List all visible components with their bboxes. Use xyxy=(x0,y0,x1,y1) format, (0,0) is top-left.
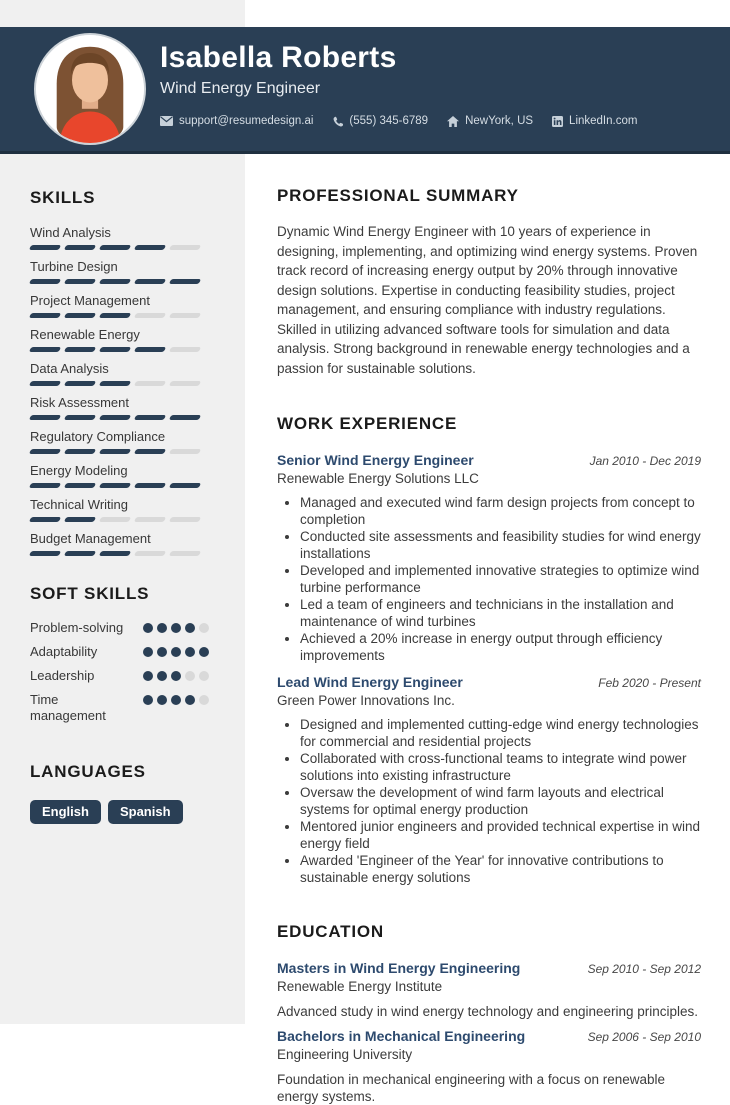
soft-skills-list xyxy=(30,620,209,724)
language-pill: Spanish xyxy=(108,800,183,824)
soft-skill-dots xyxy=(143,620,209,633)
skill-bar-segment xyxy=(134,245,167,250)
job-bullet: • Awarded 'Engineer of the Year' for innovative contributions to sustainable energy solutions xyxy=(300,852,701,886)
soft-skill-dot xyxy=(157,671,167,681)
skill-bar-segment xyxy=(134,381,167,386)
soft-skill-label: Problem-solving xyxy=(30,620,124,635)
skill-row xyxy=(30,497,209,522)
job-header xyxy=(277,674,701,691)
skill-bar xyxy=(30,279,209,284)
skill-label: Turbine Design xyxy=(30,259,118,274)
skill-bar xyxy=(30,313,209,318)
skill-bar-segment xyxy=(64,279,97,284)
skill-bar-segment xyxy=(64,415,97,420)
person-name: Isabella Roberts xyxy=(160,41,397,74)
soft-skill-dot xyxy=(157,647,167,657)
soft-skill-dot xyxy=(143,647,153,657)
skill-row xyxy=(30,293,209,318)
education-header xyxy=(277,960,701,977)
job-bullet: • Developed and implemented innovative strategies to optimize wind turbine performance xyxy=(300,562,701,596)
skill-row xyxy=(30,395,209,420)
soft-skill-dots xyxy=(143,668,209,681)
skill-bar-segment xyxy=(169,483,202,488)
job-bullet: • Managed and executed wind farm design projects from concept to completion xyxy=(300,494,701,528)
contact-phone: (555) 345-6789 xyxy=(332,115,428,127)
skill-bar-segment xyxy=(64,381,97,386)
soft-skill-dots xyxy=(143,692,209,705)
skill-bar-segment xyxy=(169,245,202,250)
skill-bar-segment xyxy=(134,483,167,488)
job-bullets xyxy=(277,494,701,664)
skill-bar-segment xyxy=(64,449,97,454)
skill-bar-segment xyxy=(134,551,167,556)
skill-bar xyxy=(30,245,209,250)
skill-bar-segment xyxy=(29,381,62,386)
skill-row xyxy=(30,327,209,352)
skill-bar-segment xyxy=(64,313,97,318)
education-dates: Sep 2006 - Sep 2010 xyxy=(587,1030,701,1044)
job-entry xyxy=(277,674,701,886)
soft-skills-heading: SOFT SKILLS xyxy=(30,584,150,603)
skill-bar xyxy=(30,551,209,556)
job-dates: Jan 2010 - Dec 2019 xyxy=(589,454,701,468)
skill-bar-segment xyxy=(169,415,202,420)
education-list xyxy=(277,960,701,1105)
skill-bar-segment xyxy=(99,551,132,556)
main-column xyxy=(277,154,701,1105)
jobs-list xyxy=(277,452,701,886)
soft-skill-label: Leadership xyxy=(30,668,95,683)
soft-skill-dot xyxy=(199,647,209,657)
profile-photo xyxy=(34,33,146,145)
skill-bar xyxy=(30,415,209,420)
person-job-title: Wind Energy Engineer xyxy=(160,80,321,97)
contact-linkedin: LinkedIn.com xyxy=(552,115,637,127)
soft-skill-dot xyxy=(199,623,209,633)
soft-skill-dot xyxy=(143,695,153,705)
skill-row xyxy=(30,429,209,454)
skill-bar-segment xyxy=(64,245,97,250)
education-description: Advanced study in wind energy technology and engineering principles. xyxy=(277,1004,699,1019)
skill-row xyxy=(30,531,209,556)
job-bullet: • Achieved a 20% increase in energy output through efficiency improvements xyxy=(300,630,701,664)
phone-icon xyxy=(332,116,343,127)
email-icon xyxy=(160,116,173,126)
education-entry xyxy=(277,1028,701,1105)
skill-bar-segment xyxy=(29,279,62,284)
skill-bar-segment xyxy=(64,347,97,352)
skill-bar-segment xyxy=(99,449,132,454)
soft-skill-dot xyxy=(143,623,153,633)
skill-bar-segment xyxy=(99,313,132,318)
summary-text: Dynamic Wind Energy Engineer with 10 years of experience in designing, implementing, and optimizing wind energy systems. Proven track record of increasing energy output by 20% through innovative design solutions. Expertise in conducting feasibility studies, project management, and ensuring compliance with industry regulations. Skilled in utilizing advanced software tools for simulation and data analysis. Strong background in renewable energy technologies and a passion for sustainable solutions. xyxy=(277,224,698,376)
header-band xyxy=(0,27,730,154)
education-dates: Sep 2010 - Sep 2012 xyxy=(587,962,701,976)
soft-skill-dots xyxy=(143,644,209,657)
skill-label: Data Analysis xyxy=(30,361,109,376)
skill-bar-segment xyxy=(134,279,167,284)
skill-bar-segment xyxy=(169,279,202,284)
skill-bar-segment xyxy=(134,449,167,454)
skill-bar-segment xyxy=(64,551,97,556)
skill-bar-segment xyxy=(169,381,202,386)
education-degree: Bachelors in Mechanical Engineering xyxy=(277,1028,526,1044)
skill-bar-segment xyxy=(64,483,97,488)
skill-row xyxy=(30,463,209,488)
skill-bar-segment xyxy=(99,517,132,522)
skill-bar-segment xyxy=(134,313,167,318)
contact-location: NewYork, US xyxy=(447,115,533,127)
education-heading: EDUCATION xyxy=(277,922,384,941)
skill-label: Risk Assessment xyxy=(30,395,129,410)
skill-bar-segment xyxy=(29,483,62,488)
job-bullet: • Mentored junior engineers and provided technical expertise in wind energy field xyxy=(300,818,701,852)
job-bullet: • Conducted site assessments and feasibility studies for wind energy installations xyxy=(300,528,701,562)
job-bullets xyxy=(277,716,701,886)
skill-bar-segment xyxy=(99,415,132,420)
skill-bar-segment xyxy=(29,245,62,250)
skill-bar xyxy=(30,449,209,454)
skill-bar-segment xyxy=(64,517,97,522)
job-title: Lead Wind Energy Engineer xyxy=(277,674,463,690)
soft-skill-row xyxy=(30,620,209,636)
soft-skill-dot xyxy=(185,647,195,657)
skill-bar-segment xyxy=(134,415,167,420)
language-pill: English xyxy=(30,800,101,824)
skill-bar-segment xyxy=(29,449,62,454)
soft-skill-dot xyxy=(143,671,153,681)
skill-bar-segment xyxy=(169,347,202,352)
summary-heading: PROFESSIONAL SUMMARY xyxy=(277,186,519,205)
skill-bar-segment xyxy=(99,381,132,386)
soft-skill-dot xyxy=(185,623,195,633)
job-company: Renewable Energy Solutions LLC xyxy=(277,471,479,486)
education-description: Foundation in mechanical engineering with a focus on renewable energy systems. xyxy=(277,1072,665,1104)
job-entry xyxy=(277,452,701,664)
languages-heading: LANGUAGES xyxy=(30,762,146,781)
job-bullet: • Oversaw the development of wind farm layouts and electrical systems for optimal energy production xyxy=(300,784,701,818)
soft-skill-label: Adaptability xyxy=(30,644,98,659)
soft-skill-dot xyxy=(157,623,167,633)
soft-skill-dot xyxy=(171,647,181,657)
soft-skill-dot xyxy=(171,623,181,633)
contact-row xyxy=(160,115,720,127)
linkedin-icon xyxy=(552,116,563,127)
skill-bar xyxy=(30,381,209,386)
sidebar xyxy=(0,154,245,824)
skill-bar-segment xyxy=(99,483,132,488)
skill-bar-segment xyxy=(99,245,132,250)
education-header xyxy=(277,1028,701,1045)
skill-label: Renewable Energy xyxy=(30,327,140,342)
skill-bar-segment xyxy=(29,551,62,556)
skill-label: Regulatory Compliance xyxy=(30,429,166,444)
skill-bar-segment xyxy=(134,347,167,352)
home-icon xyxy=(447,116,459,127)
education-school: Engineering University xyxy=(277,1047,413,1062)
skill-bar-segment xyxy=(29,313,62,318)
skill-bar-segment xyxy=(29,517,62,522)
skill-bar-segment xyxy=(169,517,202,522)
job-bullet: • Collaborated with cross-functional teams to integrate wind power solutions into existing infrastructure xyxy=(300,750,701,784)
soft-skill-row xyxy=(30,644,209,660)
skills-heading: SKILLS xyxy=(30,188,96,207)
skill-bar-segment xyxy=(134,517,167,522)
skill-row xyxy=(30,361,209,386)
header-text-block xyxy=(160,41,720,127)
skill-bar-segment xyxy=(169,449,202,454)
skill-bar-segment xyxy=(29,415,62,420)
skill-label: Wind Analysis xyxy=(30,225,111,240)
skill-bar xyxy=(30,517,209,522)
skill-bar xyxy=(30,347,209,352)
avatar-illustration xyxy=(36,35,144,143)
experience-heading: WORK EXPERIENCE xyxy=(277,414,458,433)
job-dates: Feb 2020 - Present xyxy=(598,676,701,690)
soft-skill-dot xyxy=(185,671,195,681)
soft-skill-dot xyxy=(185,695,195,705)
education-degree: Masters in Wind Energy Engineering xyxy=(277,960,521,976)
contact-email: support@resumedesign.ai xyxy=(160,115,313,127)
job-bullet: • Designed and implemented cutting-edge wind energy technologies for commercial and residential projects xyxy=(300,716,701,750)
soft-skill-dot xyxy=(199,695,209,705)
job-company: Green Power Innovations Inc. xyxy=(277,693,455,708)
job-header xyxy=(277,452,701,469)
languages-list xyxy=(30,800,209,824)
soft-skill-dot xyxy=(171,671,181,681)
skill-row xyxy=(30,259,209,284)
soft-skill-label: Time management xyxy=(30,692,106,723)
skill-label: Budget Management xyxy=(30,531,151,546)
soft-skill-row xyxy=(30,692,209,724)
skill-row xyxy=(30,225,209,250)
skill-bar-segment xyxy=(29,347,62,352)
skill-bar-segment xyxy=(169,551,202,556)
skill-bar-segment xyxy=(169,313,202,318)
skill-label: Technical Writing xyxy=(30,497,129,512)
skill-label: Project Management xyxy=(30,293,150,308)
skill-bar-segment xyxy=(99,279,132,284)
soft-skill-dot xyxy=(199,671,209,681)
skills-list xyxy=(30,225,209,556)
job-title: Senior Wind Energy Engineer xyxy=(277,452,474,468)
education-school: Renewable Energy Institute xyxy=(277,979,443,994)
soft-skill-row xyxy=(30,668,209,684)
soft-skill-dot xyxy=(171,695,181,705)
skill-bar xyxy=(30,483,209,488)
skill-bar-segment xyxy=(99,347,132,352)
education-entry xyxy=(277,960,701,1020)
job-bullet: • Led a team of engineers and technicians in the installation and maintenance of wind turbines xyxy=(300,596,701,630)
soft-skill-dot xyxy=(157,695,167,705)
skill-label: Energy Modeling xyxy=(30,463,128,478)
